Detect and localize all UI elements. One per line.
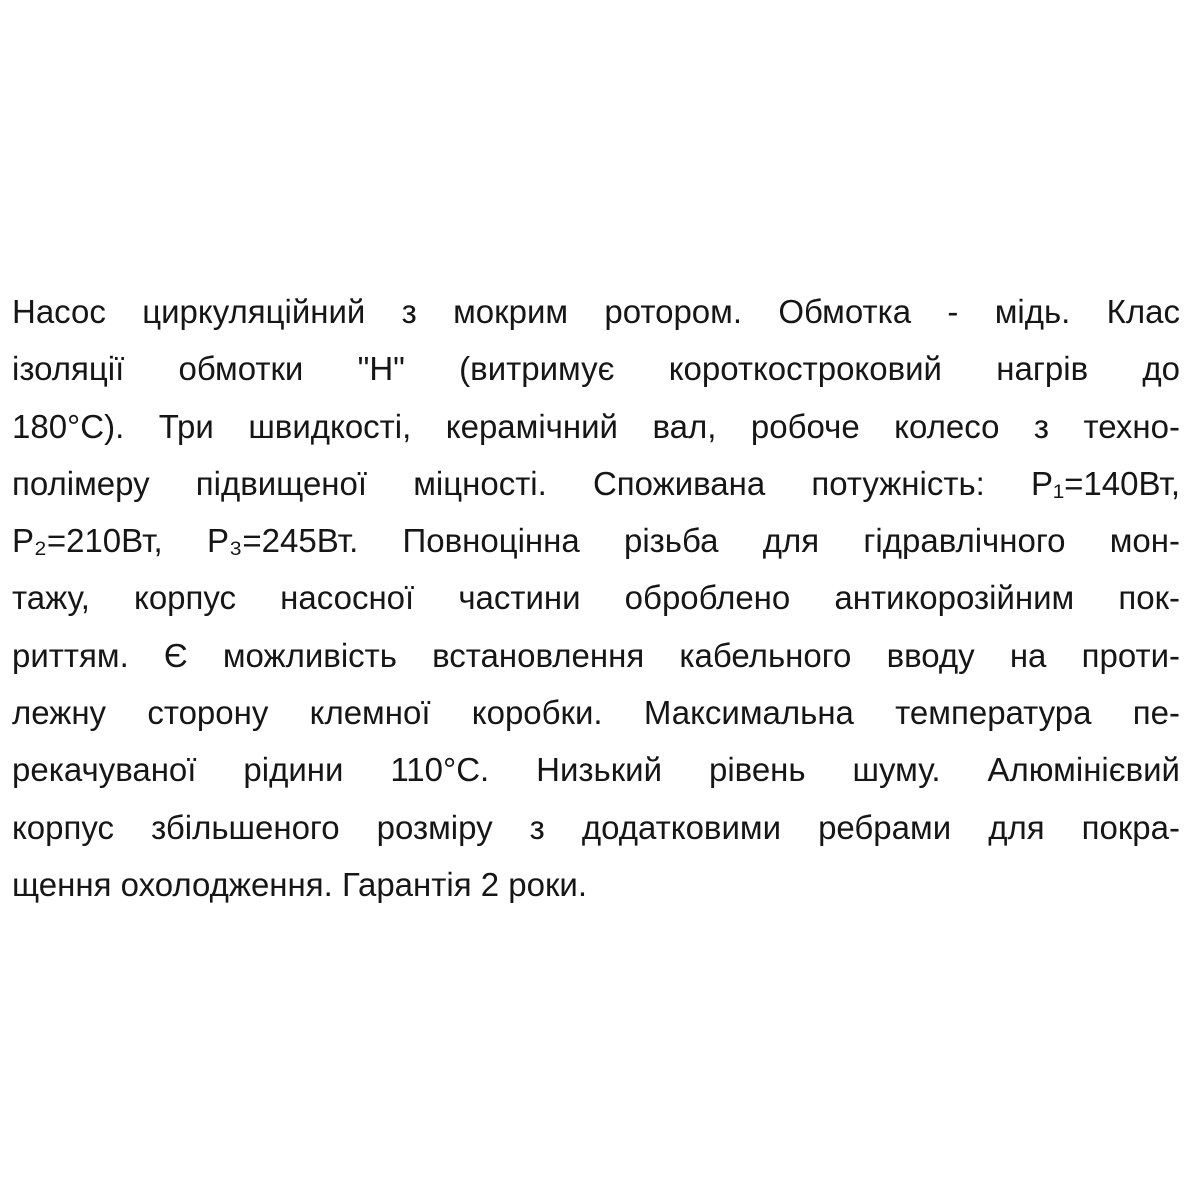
description-line: лежну сторону клемної коробки. Максимальна температура пе-	[12, 694, 1180, 732]
description-line: риттям. Є можливість встановлення кабельного вводу на проти-	[12, 636, 1180, 674]
description-line: щення охолодження. Гарантія 2 роки.	[12, 865, 588, 903]
description-line: ізоляції обмотки "Н" (витримує короткостроковий нагрів до	[12, 350, 1180, 388]
description-line: 180°С). Три швидкості, керамічний вал, робоче колесо з техно-	[12, 407, 1180, 445]
description-line: тажу, корпус насосної частини оброблено антикорозійним пок-	[12, 579, 1180, 617]
product-description	[12, 283, 1180, 913]
description-line: Насос циркуляційний з мокрим ротором. Обмотка - мідь. Клас	[12, 293, 1180, 330]
description-line: корпус збільшеного розміру з додатковими ребрами для покра-	[12, 808, 1180, 846]
description-line: полімеру підвищеної міцності. Споживана потужність: Р₁=140Вт,	[12, 464, 1180, 502]
description-line: рекачуваної рідини 110°С. Низький рівень шуму. Алюмінієвий	[12, 751, 1180, 789]
description-line: Р₂=210Вт, Р₃=245Вт. Повноцінна різьба для гідравлічного мон-	[12, 522, 1180, 560]
